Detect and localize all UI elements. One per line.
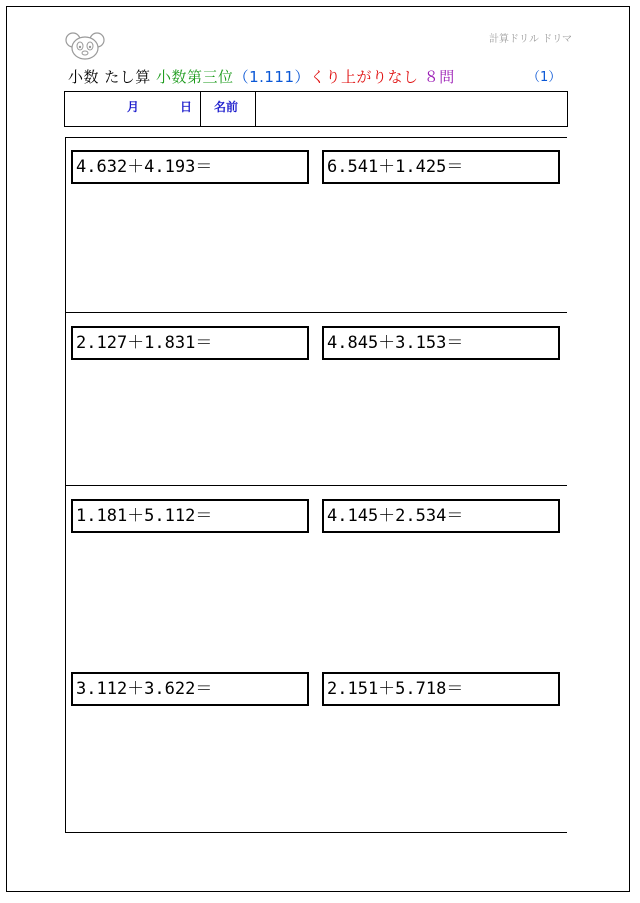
problem-grid: [65, 137, 567, 833]
divider: [200, 92, 201, 126]
sheet-number: （1）: [527, 70, 562, 85]
row-separator: [65, 485, 567, 486]
row-separator: [65, 312, 567, 313]
name-field[interactable]: [257, 92, 565, 126]
problem-box: 6.541＋1.425＝: [322, 150, 560, 184]
grid-border-top: [65, 137, 567, 138]
problem-box: 2.127＋1.831＝: [71, 326, 309, 360]
grid-border-bottom: [65, 832, 567, 833]
problem-box: 4.145＋2.534＝: [322, 499, 560, 533]
title-part-example: （1.111）: [233, 68, 311, 86]
divider: [255, 92, 256, 126]
problem-box: 3.112＋3.622＝: [71, 672, 309, 706]
problem-box: 2.151＋5.718＝: [322, 672, 560, 706]
worksheet-title: [68, 66, 568, 88]
month-label: 月: [127, 100, 140, 114]
title-part-carry: くり上がりなし: [310, 68, 419, 86]
name-label: 名前: [214, 100, 239, 114]
title-part-level: 小数第三位: [156, 68, 234, 86]
title-part-count: ８問: [418, 68, 455, 86]
mouse-logo-icon: [64, 30, 106, 62]
day-label: 日: [180, 100, 193, 114]
date-name-row: [64, 91, 568, 127]
problem-box: 4.845＋3.153＝: [322, 326, 560, 360]
problem-box: 4.632＋4.193＝: [71, 150, 309, 184]
brand-label: 計算ドリル ドリマ: [489, 34, 572, 45]
title-part-topic: 小数 たし算: [68, 68, 157, 86]
problem-box: 1.181＋5.112＝: [71, 499, 309, 533]
